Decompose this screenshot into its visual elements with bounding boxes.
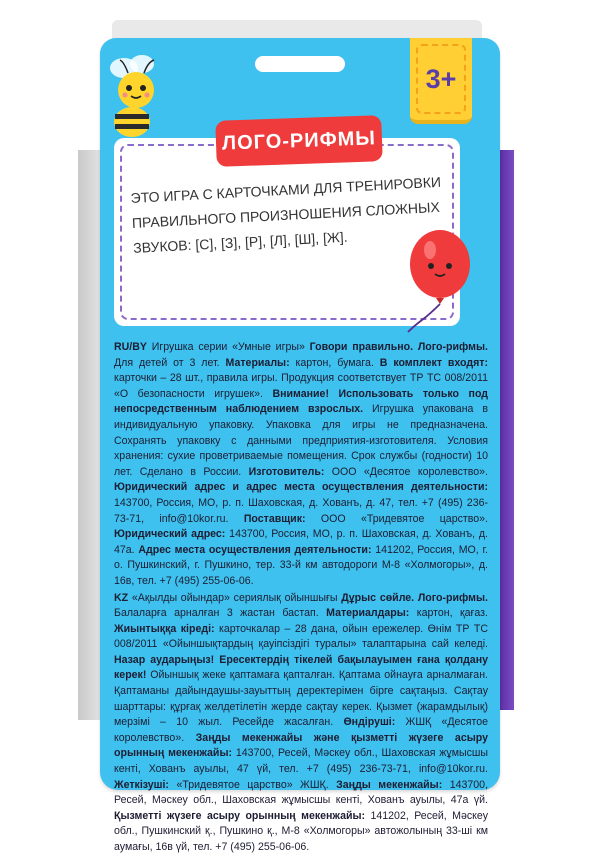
ru-text: 141202, Россия, МО, г. о. Пушкинский, г. Пушкино, тер. 33-й км автодороги М-8 «Холмогоры», д. 16в, тел. +7 (495) 255-06-06. (114, 543, 488, 587)
kz-address-label: Заңды мекенжайы және қызметті жүзеге асыру орынның мекенжайы: (114, 731, 488, 760)
kz-label: KZ (114, 591, 129, 604)
legal-kz (114, 591, 488, 856)
hang-hole (255, 56, 345, 72)
kz-manufacturer-label: Өндіруші: (343, 716, 396, 729)
ru-warning: Внимание! Использовать только под непосредственным наблюдением взрослых. (114, 387, 488, 416)
ru-contents-label: В комплект входят: (379, 356, 488, 369)
ru-legal-address-label: Юридический адрес: (114, 528, 226, 541)
legal-ru (114, 340, 488, 590)
ru-text: ООО «Десятое королевство». (331, 465, 488, 478)
kz-text: 143700, Ресей, Мәскеу обл., Шаховская жұмысшы кенті, Хованъ ауылы, 47 үй, тел. +7 (495) 236-73-71, info@10kor.ru. (114, 747, 489, 776)
ru-text: картон, бумага. (295, 356, 374, 369)
ru-address-label: Юридический адрес и адрес места осуществления деятельности: (114, 481, 488, 494)
ru-text: 143700, Россия, МО, р. п. Шаховская, д. Хованъ, д. 47а. (114, 528, 488, 556)
kz-text: Ойыншық жеке қаптамаға қапталған. Қаптама ойнауға арналмаған. Қаптаманы дайындаушы-зауыттың деректерімен бірге сақтаңыз. Сақтау шарттары: құрғақ желдетілетін жерде сақтау керек. Қызмет (жарамдылық) мерзімі – 10 жыл. Ресейде жасалған. (114, 669, 488, 729)
age-label: 3+ (416, 44, 466, 114)
kz-text: «Тридевятое царство» ЖШҚ. (176, 778, 329, 791)
ru-text: карточки – 28 шт., правила игры. Продукция соответствует ТР ТС 008/2011 «О безопасности игрушек». (114, 372, 488, 400)
ru-text: Для детей от 3 лет. (114, 356, 220, 369)
ru-supplier-label: Поставщик: (243, 512, 306, 525)
kz-product-name: Дұрыс сөйле. Лого-рифмы. (341, 591, 488, 604)
age-badge (410, 38, 472, 124)
legal-text-block (114, 340, 488, 857)
product-title: ЛОГО-РИФМЫ (215, 115, 383, 167)
ru-activity-address-label: Адрес места осуществления деятельности: (138, 543, 372, 556)
kz-activity-address-label: Қызметті жүзеге асыру орынның мекенжайы: (114, 809, 366, 822)
bee-icon (98, 50, 178, 140)
kz-materials-label: Материалдары: (326, 607, 410, 620)
kz-warning: Назар аударыңыз! Ересектердің тікелей бақылауымен ғана қолдану керек! (114, 653, 488, 682)
kz-text: Балаларға арналған 3 жастан бастап. (114, 607, 319, 620)
ru-product-name: Говори правильно. Лого-рифмы. (309, 341, 488, 353)
box-right-side (500, 150, 514, 710)
kz-text: «Ақылды ойындар» сериялық ойыншығы (131, 591, 338, 604)
ru-label: RU/BY (114, 341, 147, 353)
kz-supplier-label: Жеткізуші: (114, 778, 169, 791)
kz-legal-address-label: Заңды мекенжайы: (336, 778, 443, 791)
ru-text: Игрушка серии «Умные игры» (151, 341, 305, 353)
product-description: ЭТО ИГРА С КАРТОЧКАМИ ДЛЯ ТРЕНИРОВКИ ПРАВИЛЬНОГО ПРОИЗНОШЕНИЯ СЛОЖНЫХ ЗВУКОВ: [С], [З], [Р], [Л], [Ш], [Ж]. (130, 173, 442, 256)
kz-text: ЖШҚ «Десятое королевство». (114, 716, 488, 744)
ru-materials-label: Материалы: (225, 356, 290, 369)
box-front-panel (100, 38, 500, 853)
kz-contents-label: Жиынтыққа кіреді: (114, 622, 215, 635)
kz-text: 143700, Ресей, Мәскеу обл., Шаховская жұмысшы кенті, Хованъ ауылы, 47а үй. (114, 778, 489, 807)
ru-manufacturer-label: Изготовитель: (248, 465, 325, 478)
ru-text: ООО «Тридевятое царство». (320, 512, 488, 525)
ru-text: 143700, Россия, МО, р. п. Шаховская, д. Хованъ, д. 47, тел. +7 (495) 236-73-71, info@10kor.ru. (114, 496, 488, 525)
kz-text: карточкалар – 28 дана, ойын ережелер. Өнім ТР ТС 008/2011 «Ойыншықтардың қауіпсіздігі туралы» талаптарына сай келеді. (114, 622, 488, 651)
kz-text: картон, қағаз. (416, 607, 488, 620)
kz-text: 141202, Ресей, Мәскеу обл., Пушкинский қ., Пушкино қ., М-8 «Холмогоры» автожолының 33-ші км аумағы, 16в үй, тел. +7 (495) 255-06-06. (114, 809, 488, 853)
balloon-icon (394, 228, 484, 338)
ru-text: Игрушка упакована в индивидуальную упаковку. Упаковка для игры не предназначена. Сохранять упаковку с данными предприятия-изготовителя. Условия хранения: сухие проветриваемые помещения. Срок службы (годности) 10 лет. Сделано в России. (114, 403, 488, 478)
